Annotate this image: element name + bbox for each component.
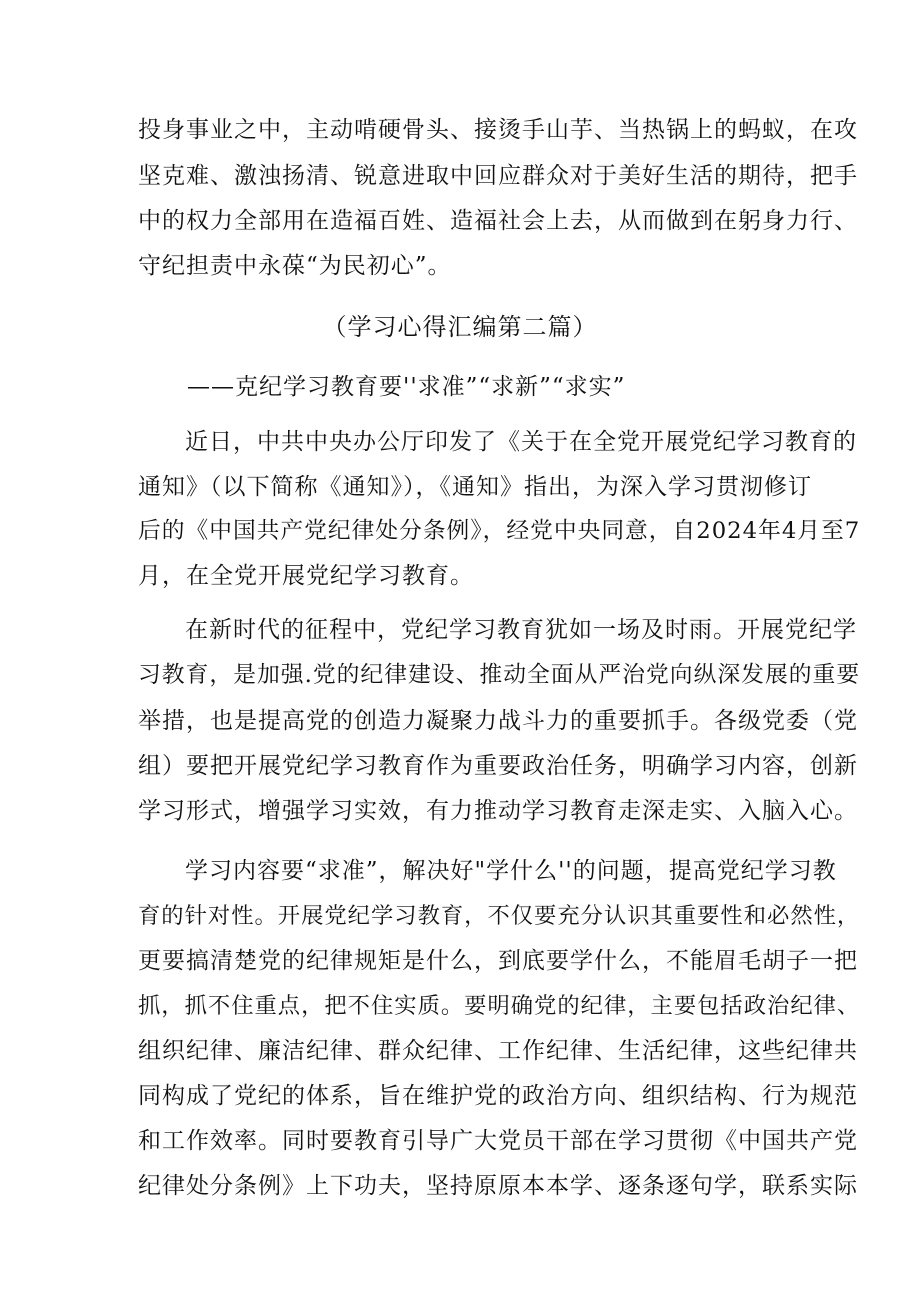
section-title: （学习心得汇编第二篇）	[322, 313, 598, 341]
paragraph-2-line-1: 在新时代的征程中，党纪学习教育犹如一场及时雨。开展党纪学	[185, 617, 857, 643]
section-subtitle: ——克纪学习教育要''求准”“求新”“求实”	[187, 374, 626, 400]
intro-line-2: 坚克难、激浊扬清、锐意进取中回应群众对于美好生活的期待，把手	[138, 163, 858, 189]
intro-line-1: 投身事业之中，主动啃硬骨头、接烫手山芋、当热锅上的蚂蚁，在攻	[138, 117, 858, 143]
paragraph-2-line-2: 习教育，是加强.党的纪律建设、推动全面从严治党向纵深发展的重要	[138, 662, 861, 688]
paragraph-1-line-4: 月，在全党开展党纪学习教育。	[138, 563, 474, 589]
paragraph-3-line-4: 抓，抓不住重点，把不住实质。要明确党的纪律，主要包括政治纪律、	[138, 993, 861, 1019]
paragraph-1-line-3: 后的《中国共产党纪律处分条例》，经党中央同意，自2024年4月至7	[138, 518, 861, 544]
paragraph-3-line-6: 同构成了党纪的体系，旨在维护党的政治方向、组织结构、行为规范	[138, 1083, 858, 1109]
paragraph-3-line-7: 和工作效率。同时要教育引导广大党员干部在学习贯彻《中国共产党	[138, 1128, 858, 1154]
paragraph-3-line-3: 更要搞清楚党的纪律规矩是什么，到底要学什么，不能眉毛胡子一把	[138, 948, 858, 974]
paragraph-3-line-1: 学习内容要“求准”，解决好"学什么''的问题，提高党纪学习教	[185, 858, 837, 884]
intro-line-3: 中的权力全部用在造福百姓、造福社会上去，从而做到在躬身力行、	[138, 208, 858, 234]
paragraph-2-line-3: 举措，也是提高党的创造力凝聚力战斗力的重要抓手。各级党委（党	[138, 708, 858, 734]
paragraph-3-line-5: 组织纪律、廉洁纪律、群众纪律、工作纪律、生活纪律，这些纪律共	[138, 1038, 858, 1064]
paragraph-3-line-2: 育的针对性。开展党纪学习教育，不仅要充分认识其重要性和必然性，	[138, 903, 861, 929]
intro-line-4: 守纪担责中永葆“为民初心”。	[138, 253, 452, 279]
paragraph-2-line-5: 学习形式，增强学习实效，有力推动学习教育走深走实、入脑入心。	[138, 798, 858, 824]
paragraph-1-line-1: 近日，中共中央办公厅印发了《关于在全党开展党纪学习教育的	[185, 429, 857, 455]
paragraph-2-line-4: 组）要把开展党纪学习教育作为重要政治任务，明确学习内容，创新	[138, 753, 858, 779]
paragraph-3-line-8: 纪律处分条例》上下功夫，坚持原原本本学、逐条逐句学，联系实际	[138, 1173, 858, 1199]
paragraph-1-line-2: 通知》（以下简称《通知》），《通知》指出，为深入学习贯沏修订	[138, 474, 812, 500]
